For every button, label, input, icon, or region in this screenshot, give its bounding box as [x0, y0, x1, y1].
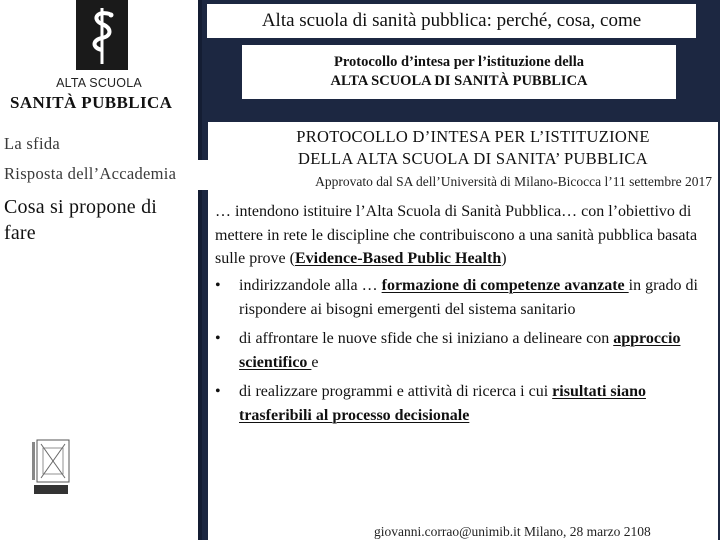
item-keyword: formazione di competenze avanzate: [381, 276, 629, 294]
brand-big-text: SANITÀ PUBBLICA: [10, 93, 173, 112]
ebph-link[interactable]: Evidence-Based Public Health: [294, 250, 502, 267]
item-text-end: e: [311, 353, 319, 371]
protocol-line2: ALTA SCUOLA DI SANITÀ PUBBLICA: [330, 73, 588, 89]
item-text: di affrontare le nuove sfide che si iniziano a delineare con: [239, 329, 614, 347]
footer-text: giovanni.corrao@unimib.it Milano, 28 marzo 2108: [374, 524, 651, 539]
bullet-icon: •: [215, 382, 221, 400]
protocol-box: [242, 45, 676, 99]
bullet-icon: •: [215, 276, 221, 294]
intro-text-end: ): [501, 250, 507, 267]
serpent-staff-icon: [82, 4, 122, 66]
heading-line2: DELLA ALTA SCUOLA DI SANITA’ PUBBLICA: [298, 149, 648, 168]
item-text: di realizzare programmi e attività di ricerca i cui: [239, 382, 553, 400]
slide-title: Alta scuola di sanità pubblica: perché, cosa, come: [207, 4, 696, 38]
list-item: [215, 327, 714, 375]
approval-note: Approvato dal SA dell’Università di Milano-Bicocca l’11 settembre 2017: [315, 174, 712, 189]
intro-text: … intendono istituire l’Alta Scuola di Sanità Pubblica… con l’obiettivo di mettere in rete le discipline che contribuiscono a una sanità pubblica basata sulle prove (: [215, 203, 698, 267]
objectives-list: [208, 274, 718, 428]
item-text-end: in grado di rispondere ai bisogni emergenti del sistema sanitario: [239, 276, 698, 318]
content-area: [208, 122, 718, 540]
brand-small-text: ALTA SCUOLA: [56, 76, 142, 90]
heading-line1: PROTOCOLLO D’INTESA PER L’ISTITUZIONE: [296, 127, 650, 146]
bullet-icon: •: [215, 329, 221, 347]
nav-item-la-sfida[interactable]: La sfida: [0, 130, 198, 160]
item-keyword: risultati siano trasferibili al processo decisionale: [239, 382, 646, 424]
list-item: [215, 274, 714, 322]
protocol-line1: Protocollo d’intesa per l’istituzione della: [334, 54, 584, 70]
nav-item-cosa-si-propone[interactable]: Cosa si propone di fare: [0, 194, 198, 250]
nav-item-risposta-accademia[interactable]: Risposta dell’Accademia: [0, 160, 242, 190]
content-heading: [208, 126, 718, 170]
left-column: [0, 0, 198, 540]
intro-paragraph: [208, 200, 718, 271]
section-nav: [0, 130, 242, 250]
item-text: indirizzandole alla …: [239, 276, 382, 294]
university-logo: [30, 438, 72, 498]
school-logo: [76, 0, 128, 70]
item-keyword: approccio scientifico: [239, 329, 681, 371]
list-item: [215, 380, 714, 428]
